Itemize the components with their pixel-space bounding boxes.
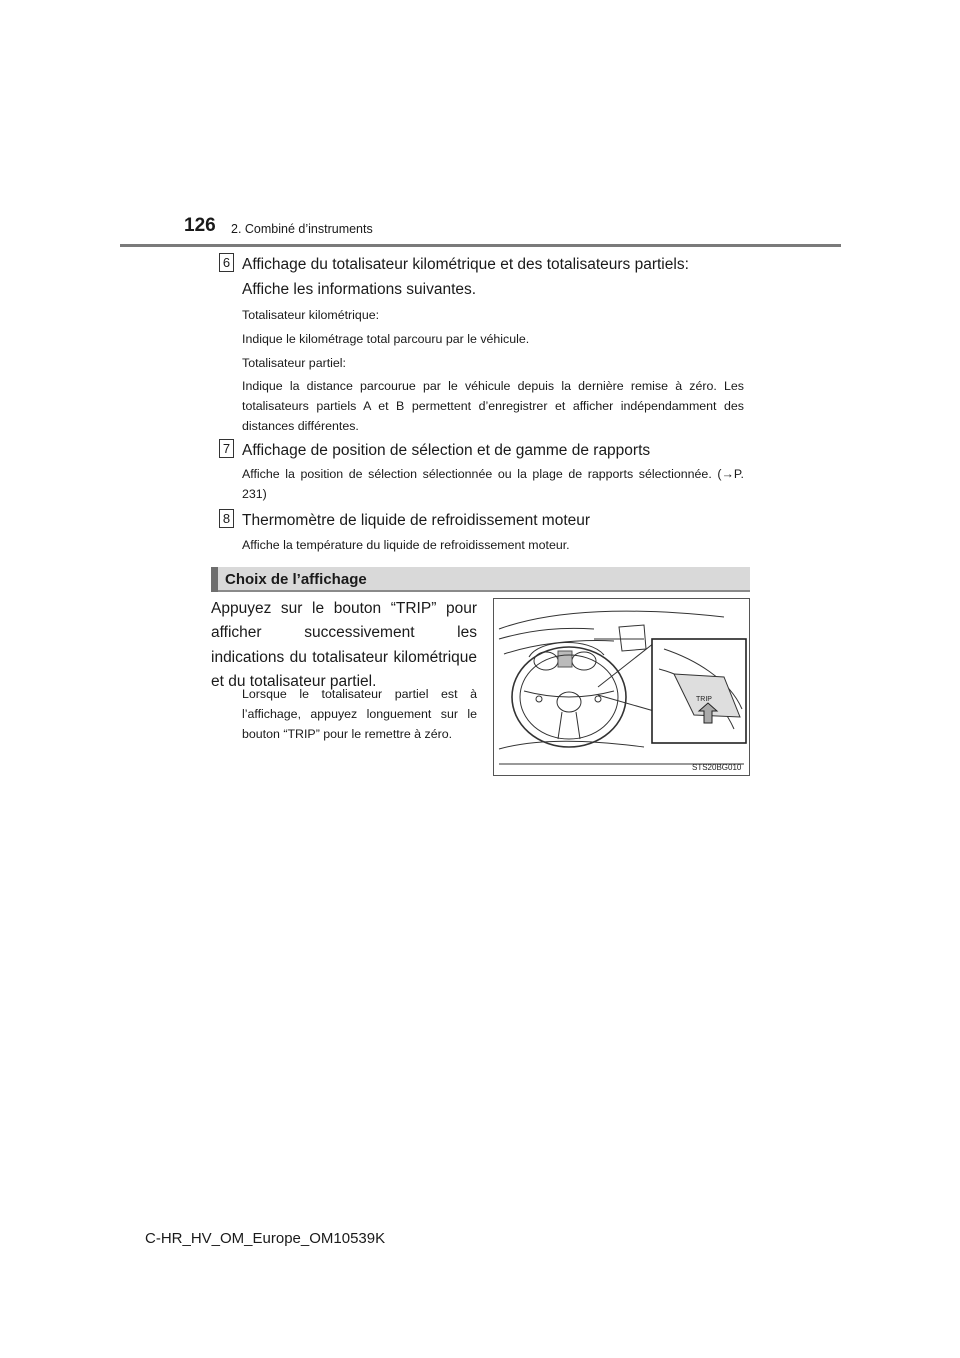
trip-meter-description: Indique la distance parcourue par le véhicule depuis la dernière remise à zéro. Les totalisateurs partiels A et B permettent d’enregistrer et afficher indépendamment des distances différentes. [242, 379, 744, 433]
odometer-description: Indique le kilométrage total parcouru par le véhicule. [242, 332, 530, 346]
item-7-body: Affiche la position de sélection sélectionnée ou la plage de rapports sélectionnée. (→P. 231) [242, 467, 744, 501]
item-number-8: 8 [219, 509, 234, 528]
section-header: 2. Combiné d’instruments [231, 222, 373, 236]
header-rule [120, 244, 841, 247]
trip-reset-note: Lorsque le totalisateur partiel est à l’affichage, appuyez longuement sur le bouton “TRIP” pour le remettre à zéro. [242, 687, 477, 742]
item-6-title: Affichage du totalisateur kilométrique et des totalisateurs partiels: [242, 256, 689, 273]
trip-instruction-paragraph: Appuyez sur le bouton “TRIP” pour afficher successivement les indications du totalisateur kilométrique et du totalisateur partiel. [211, 600, 477, 690]
odometer-label: Totalisateur kilométrique: [242, 308, 380, 322]
page-number: 126 [184, 215, 216, 236]
dashboard-drawing [494, 599, 749, 775]
trip-meter-label: Totalisateur partiel: [242, 356, 346, 370]
footer-doc-id: C-HR_HV_OM_Europe_OM10539K [145, 1230, 386, 1247]
dashboard-illustration [493, 598, 750, 776]
item-number-6: 6 [219, 253, 234, 272]
item-number-7: 7 [219, 439, 234, 458]
trip-button-label: TRIP [696, 696, 712, 703]
illustration-code: STS20BG010 [692, 763, 742, 772]
item-7-title: Affichage de position de sélection et de gamme de rapports [242, 442, 651, 459]
section-title: Choix de l’affichage [225, 571, 367, 588]
item-8-title: Thermomètre de liquide de refroidissement moteur [242, 512, 591, 529]
item-8-body: Affiche la température du liquide de refroidissement moteur. [242, 538, 570, 552]
section-title-accent [211, 567, 218, 592]
item-6-subtitle: Affiche les informations suivantes. [242, 281, 477, 298]
